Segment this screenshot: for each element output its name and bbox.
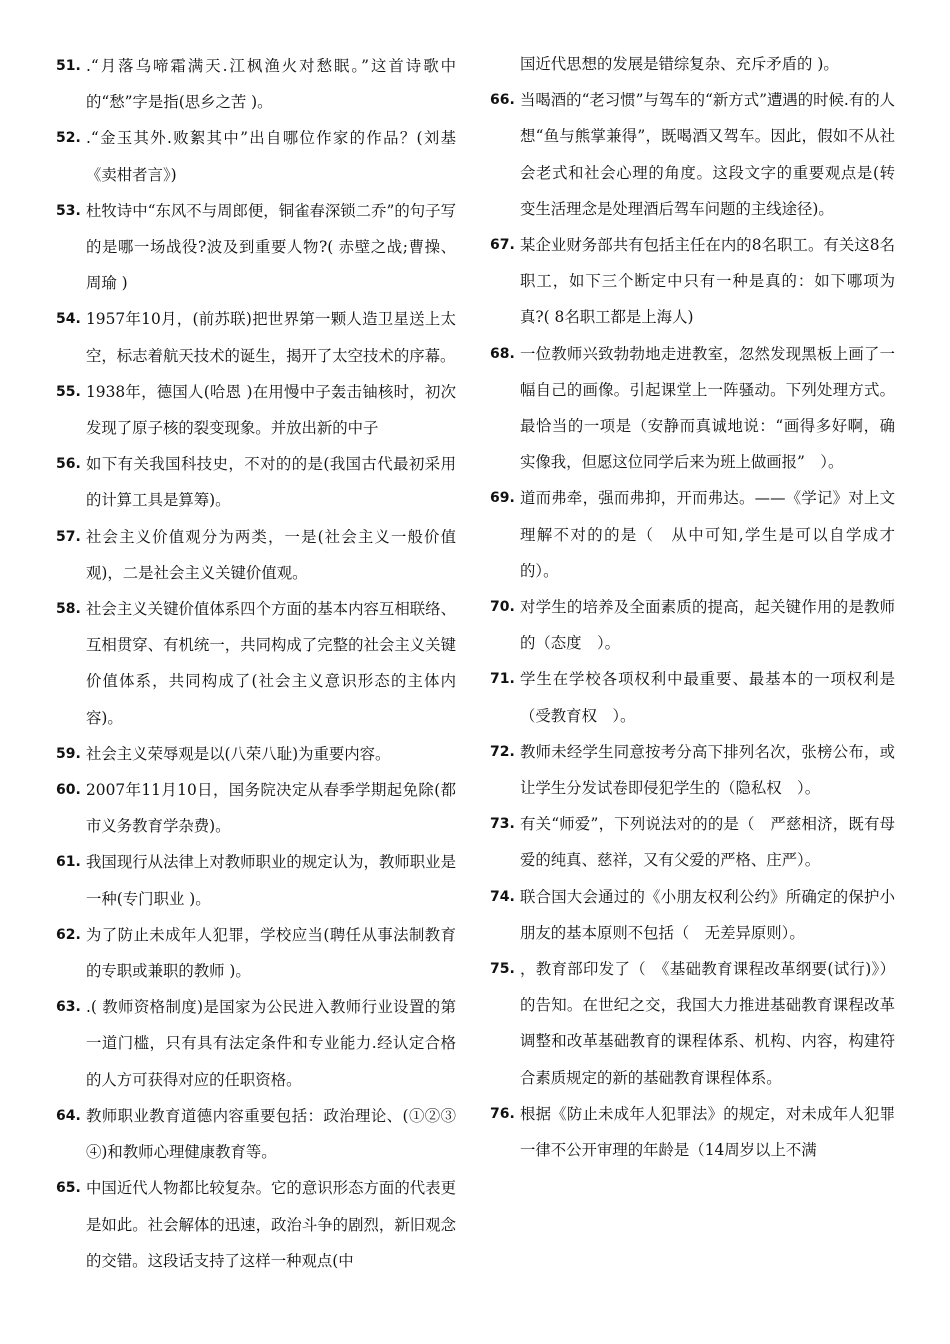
question-item [490,879,895,951]
question-text: 联合国大会通过的《小朋友权利公约》所确定的保护小朋友的基本原则不包括（ 无差异原则）。 [520,887,895,942]
question-number: 57. [56,528,81,545]
question-text: 学生在学校各项权利中最重要、最基本的一项权利是（受教育权 ）。 [520,670,895,725]
question-text: 社会主义关键价值体系四个方面的基本内容互相联络、互相贯穿、有机统一，共同构成了完整的社会主义关键价值体系，共同构成了(社会主义意识形态的主体内容)。 [86,600,456,727]
question-text: 杜牧诗中“东风不与周郎便，铜雀春深锁二乔”的句子写的是哪一场战役?波及到重要人物?( 赤壁之战;曹操、周瑜 ) [86,201,456,293]
question-number: 73. [490,816,515,833]
question-number: 64. [56,1107,81,1124]
question-number: 68. [490,345,515,362]
question-item [56,1098,456,1170]
question-text: 一位教师兴致勃勃地走进教室，忽然发现黑板上画了一幅自己的画像。引起课堂上一阵骚动。下列处理方式。最恰当的一项是（安静而真诚地说：“画得多好啊，确实像我，但愿这位同学后来为班上做画报” ）。 [520,344,895,472]
question-number: 71. [490,671,515,688]
question-number: 76. [490,1105,515,1122]
question-item [490,734,895,806]
right-column [490,46,895,1168]
question-text: 某企业财务部共有包括主任在内的8名职工。有关这8名职工，如下三个断定中只有一种是真的：如下哪项为真?( 8名职工都是上海人) [520,236,895,327]
question-number: 61. [56,854,81,871]
question-number: 54. [56,311,81,328]
question-item [490,806,895,878]
question-number: 63. [56,999,81,1016]
question-text: 对学生的培养及全面素质的提高，起关键作用的是教师的（态度 ）。 [520,598,895,653]
question-text: 教师未经学生同意按考分高下排列名次，张榜公布，或让学生分发试卷即侵犯学生的（隐私权 ）。 [520,742,895,798]
question-item [490,82,895,227]
question-number: 74. [490,888,515,905]
question-text: 1957年10月，(前苏联)把世界第一颗人造卫星送上太空，标志着航天技术的诞生，揭开了太空技术的序幕。 [86,310,456,365]
question-item [56,989,456,1098]
question-number: 75. [490,961,515,978]
question-text: 有关“师爱”，下列说法对的的是（ 严慈相济，既有母爱的纯真、慈祥，又有父爱的严格、庄严）。 [520,815,895,870]
question-item [490,336,895,481]
question-text: 如下有关我国科技史，不对的的是(我国古代最初采用的计算工具是算筹)。 [86,455,456,510]
question-number: 59. [56,745,81,762]
question-number: 56. [56,456,81,473]
question-item [490,661,895,733]
question-number: 69. [490,490,515,507]
question-text: .“月落乌啼霜满天.江枫渔火对愁眠。”这首诗歌中的“愁”字是指(思乡之苦 )。 [86,57,456,112]
question-item [490,589,895,661]
question-item [56,772,456,844]
question-number: 72. [490,743,515,760]
question-number: 55. [56,383,81,400]
question-item [490,951,895,1096]
question-item [56,193,456,302]
question-text: 教师职业教育道德内容重要包括：政治理论、(①②③④)和教师心理健康教育等。 [86,1106,456,1162]
question-item [490,1096,895,1168]
question-number: 58. [56,601,81,618]
question-text: 中国近代人物都比较复杂。它的意识形态方面的代表更是如此。社会解体的迅速，政治斗争的剧烈，新旧观念的交错。这段话支持了这样一种观点(中 [86,1179,456,1270]
question-item [56,1170,456,1279]
question-item [56,374,456,446]
question-item [56,301,456,373]
question-text: 1938年，德国人(哈恩 )在用慢中子轰击铀核时，初次发现了原子核的裂变现象。并放出新的中子 [86,382,456,438]
question-text: 道而弗牵，强而弗抑，开而弗达。——《学记》对上文理解不对的的是（ 从中可知,学生是可以自学成才的）。 [520,489,895,580]
question-text: 社会主义价值观分为两类，一是(社会主义一般价值观)，二是社会主义关键价值观。 [86,527,456,582]
question-item [490,227,895,336]
question-item [56,591,456,736]
question-text: 2007年11月10日，国务院决定从春季学期起免除(都市义务教育学杂费)。 [86,781,456,836]
question-text: 我国现行从法律上对教师职业的规定认为，教师职业是一种(专门职业 )。 [86,853,456,908]
question-text: 为了防止未成年人犯罪，学校应当(聘任从事法制教育的专职或兼职的教师 )。 [86,925,456,981]
continued-answer-text: 国近代思想的发展是错综复杂、充斥矛盾的 )。 [520,55,839,73]
question-number: 52. [56,130,81,147]
question-item [490,480,895,589]
question-number: 62. [56,926,81,943]
question-item [56,844,456,916]
question-text: 根据《防止未成年人犯罪法》的规定，对未成年人犯罪一律不公开审理的年龄是（14周岁以上不满 [520,1104,895,1160]
question-text: 当喝酒的“老习惯”与驾车的“新方式”遭遇的时候.有的人想“鱼与熊掌兼得”，既喝酒又驾车。因此，假如不从社会老式和社会心理的角度。这段文字的重要观点是(转变生活理念是处理酒后驾车问题的主线途径)。 [520,91,895,218]
question-number: 67. [490,237,515,254]
question-text: 社会主义荣辱观是以(八荣八耻)为重要内容。 [86,744,391,763]
question-item [56,519,456,591]
question-number: 65. [56,1180,81,1197]
question-text: .“金玉其外.败絮其中”出自哪位作家的作品？(刘基《卖柑者言》) [86,129,456,184]
question-item [56,917,456,989]
question-item [56,120,456,192]
question-number: 70. [490,599,515,616]
question-item [56,446,456,518]
question-number: 66. [490,92,515,109]
question-text: ，教育部印发了（ 《基础教育课程改革纲要(试行)》）的告知。在世纪之交，我国大力推进基础教育课程改革调整和改革基础教育的课程体系、机构、内容，构建符合素质规定的新的基础教育课程体系。 [520,960,895,1087]
question-text: .( 教师资格制度)是国家为公民进入教师行业设置的第一道门槛，只有具有法定条件和专业能力.经认定合格的人方可获得对应的任职资格。 [86,998,456,1089]
left-column [56,48,456,1279]
question-item [56,736,456,772]
question-number: 51. [56,58,81,74]
question-item [56,48,456,120]
question-number: 53. [56,202,81,219]
question-number: 60. [56,782,81,799]
